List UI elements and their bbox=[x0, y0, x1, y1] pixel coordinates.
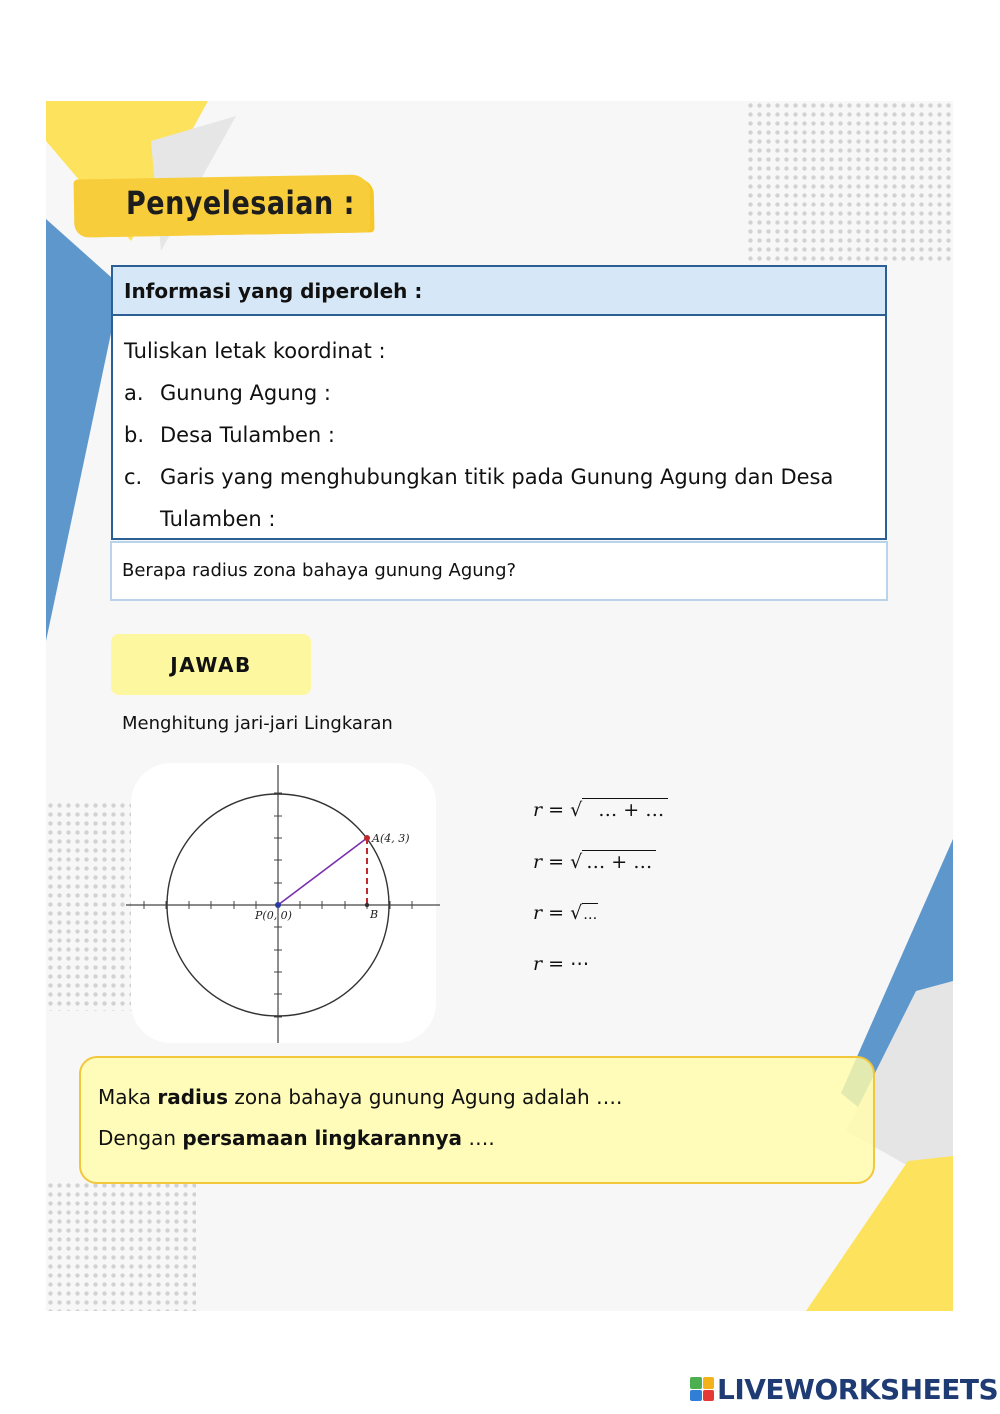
dot-pattern-bottom-left bbox=[46, 1181, 196, 1311]
jawab-label: JAWAB bbox=[111, 634, 311, 695]
point-p-dot bbox=[275, 902, 281, 908]
subtitle: Menghitung jari-jari Lingkaran bbox=[122, 713, 393, 734]
list-item bbox=[124, 372, 874, 414]
formula-radicand: … bbox=[582, 903, 598, 926]
formula-1: r = √ … + … bbox=[533, 798, 668, 821]
point-a-dot bbox=[364, 835, 370, 841]
list-item-text-line2: Tulamben : bbox=[160, 507, 276, 531]
answer-line-1 bbox=[98, 1077, 856, 1118]
list-item-label: b. bbox=[124, 423, 145, 447]
list-item-text-line1: Garis yang menghubungkan titik pada Gunung Agung dan Desa bbox=[160, 465, 834, 489]
brand-text: LIVEWORKSHEETS bbox=[717, 1372, 999, 1406]
answer-box bbox=[79, 1056, 875, 1184]
point-a-label: A(4, 3) bbox=[372, 832, 410, 845]
answer-line-1-pre: Maka bbox=[98, 1085, 158, 1109]
formula-2: r = √ … + … bbox=[533, 850, 656, 873]
list-item-text: Desa Tulamben : bbox=[160, 423, 335, 447]
formula-rhs: ⋯ bbox=[570, 953, 590, 975]
formula-4: r = ⋯ bbox=[533, 953, 590, 975]
info-heading: Informasi yang diperoleh : bbox=[113, 267, 885, 316]
liveworksheets-brand[interactable] bbox=[690, 1372, 998, 1406]
formula-radicand: … + … bbox=[582, 798, 668, 821]
worksheet-page bbox=[46, 101, 953, 1311]
answer-line-2-post: …. bbox=[461, 1126, 495, 1150]
list-item bbox=[124, 456, 874, 540]
circle-diagram bbox=[122, 761, 442, 1046]
list-item-text bbox=[160, 456, 833, 540]
point-p-label: P(0, 0) bbox=[255, 909, 292, 922]
formula-radicand: … + … bbox=[582, 850, 656, 873]
page-title: Penyelesaian : bbox=[126, 184, 355, 223]
point-b-label: B bbox=[370, 908, 379, 921]
question-box: Berapa radius zona bahaya gunung Agung? bbox=[110, 541, 888, 601]
formula-lhs: r bbox=[533, 799, 543, 821]
formula-lhs: r bbox=[533, 953, 543, 975]
list-item-label: c. bbox=[124, 465, 143, 489]
info-box bbox=[111, 265, 887, 540]
formula-lhs: r bbox=[533, 902, 543, 924]
answer-line-2-pre: Dengan bbox=[98, 1126, 183, 1150]
list-item-text: Gunung Agung : bbox=[160, 381, 331, 405]
dot-pattern-top-right bbox=[746, 101, 953, 261]
answer-line-2-bold: persamaan lingkarannya bbox=[182, 1126, 462, 1150]
radius-line bbox=[278, 838, 367, 905]
answer-line-1-bold: radius bbox=[157, 1085, 229, 1109]
answer-line-2 bbox=[98, 1118, 856, 1159]
point-b-dot bbox=[365, 903, 369, 907]
formula-3: r = √… bbox=[533, 902, 598, 924]
list-item bbox=[124, 414, 874, 456]
info-intro: Tuliskan letak koordinat : bbox=[124, 339, 386, 363]
answer-line-1-post: zona bahaya gunung Agung adalah …. bbox=[228, 1085, 623, 1109]
list-item-label: a. bbox=[124, 381, 144, 405]
info-body bbox=[113, 316, 885, 540]
liveworksheets-logo-icon bbox=[690, 1377, 714, 1401]
formula-lhs: r bbox=[533, 851, 543, 873]
